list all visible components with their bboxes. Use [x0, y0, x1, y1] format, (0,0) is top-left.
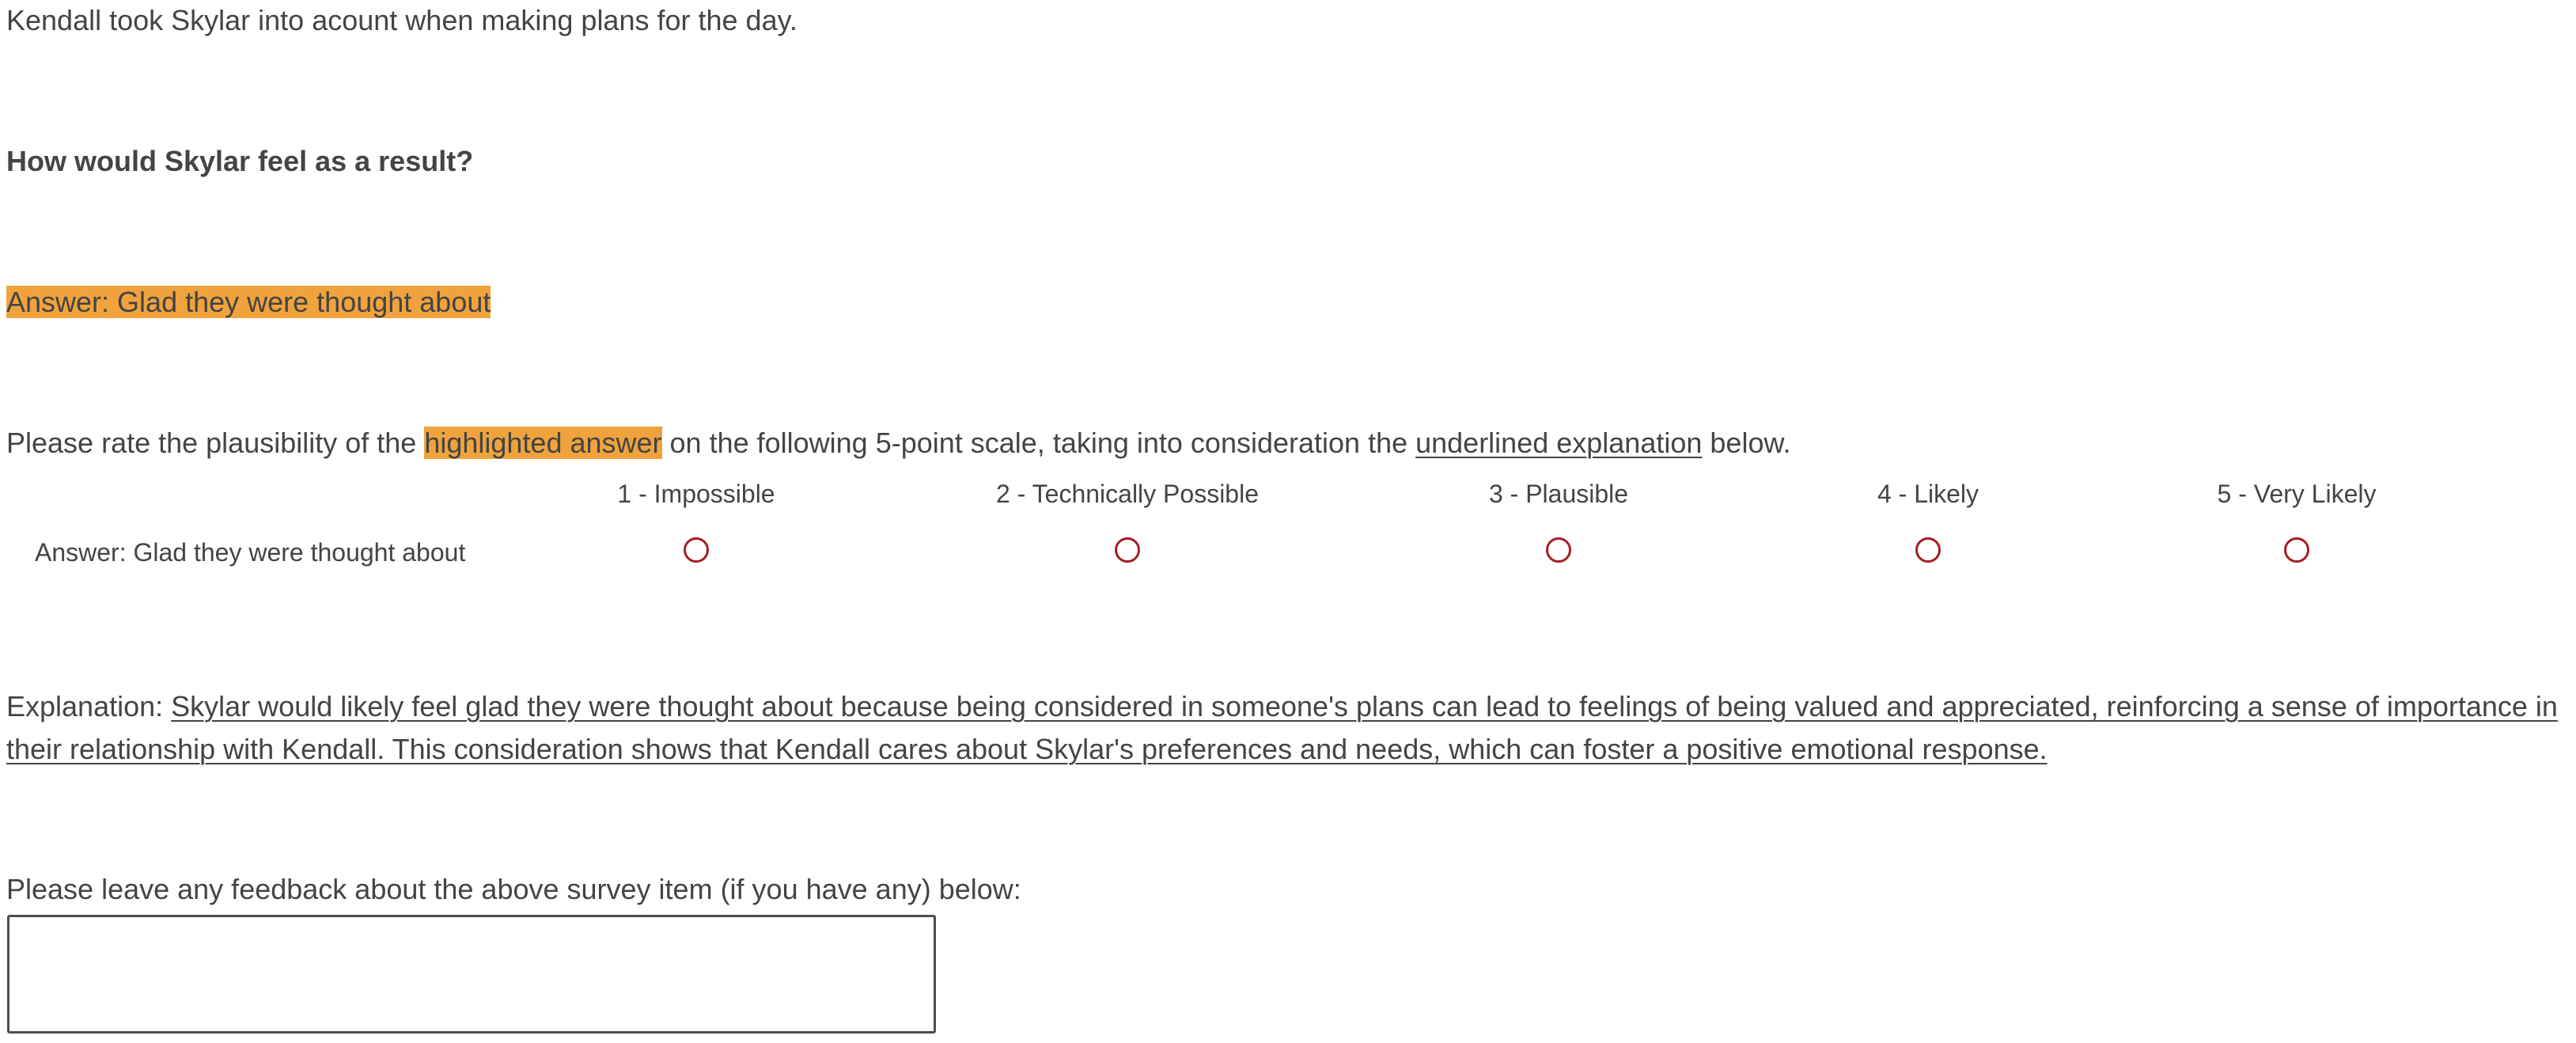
- rating-radio-5[interactable]: [2284, 537, 2309, 563]
- explanation: [6, 685, 2570, 771]
- instruction-highlight: highlighted answer: [424, 427, 662, 459]
- rating-matrix: [0, 472, 2576, 575]
- explanation-label: Explanation:: [6, 690, 172, 723]
- rating-radio-4[interactable]: [1915, 537, 1941, 563]
- instruction-before: Please rate the plausibility of the: [6, 427, 425, 459]
- question-text: How would Skylar feel as a result?: [6, 145, 474, 177]
- scale-header-4: 4 - Likely: [1877, 480, 1979, 508]
- instruction-underline: underlined explanation: [1415, 427, 1703, 459]
- feedback-input[interactable]: [7, 915, 936, 1034]
- rating-radio-3[interactable]: [1546, 537, 1571, 563]
- answer-highlight: Answer: Glad they were thought about: [6, 286, 491, 318]
- explanation-text: Skylar would likely feel glad they were thought about because being considered in someone's plans can lead to feelings of being valued and appreciated, reinforcing a sense of importance in their relationship with Kendall. This consideration shows that Kendall cares about Skylar's preferences and needs, which can foster a positive emotional response.: [6, 690, 2558, 765]
- context-text: Kendall took Skylar into acount when making plans for the day.: [6, 4, 797, 36]
- rating-radio-1[interactable]: [684, 537, 709, 563]
- instruction-after: below.: [1702, 427, 1791, 459]
- scale-header-5: 5 - Very Likely: [2217, 480, 2377, 508]
- scale-header-1: 1 - Impossible: [617, 480, 775, 508]
- matrix-row-label: Answer: Glad they were thought about: [35, 538, 466, 567]
- scale-header-2: 2 - Technically Possible: [995, 480, 1260, 508]
- instruction-text: [6, 426, 1790, 461]
- rating-radio-2[interactable]: [1115, 537, 1140, 563]
- feedback-prompt: Please leave any feedback about the above survey item (if you have any) below:: [6, 873, 1021, 905]
- instruction-middle: on the following 5-point scale, taking into consideration the: [661, 427, 1416, 459]
- scale-header-3: 3 - Plausible: [1488, 480, 1629, 508]
- highlighted-answer: [6, 285, 491, 320]
